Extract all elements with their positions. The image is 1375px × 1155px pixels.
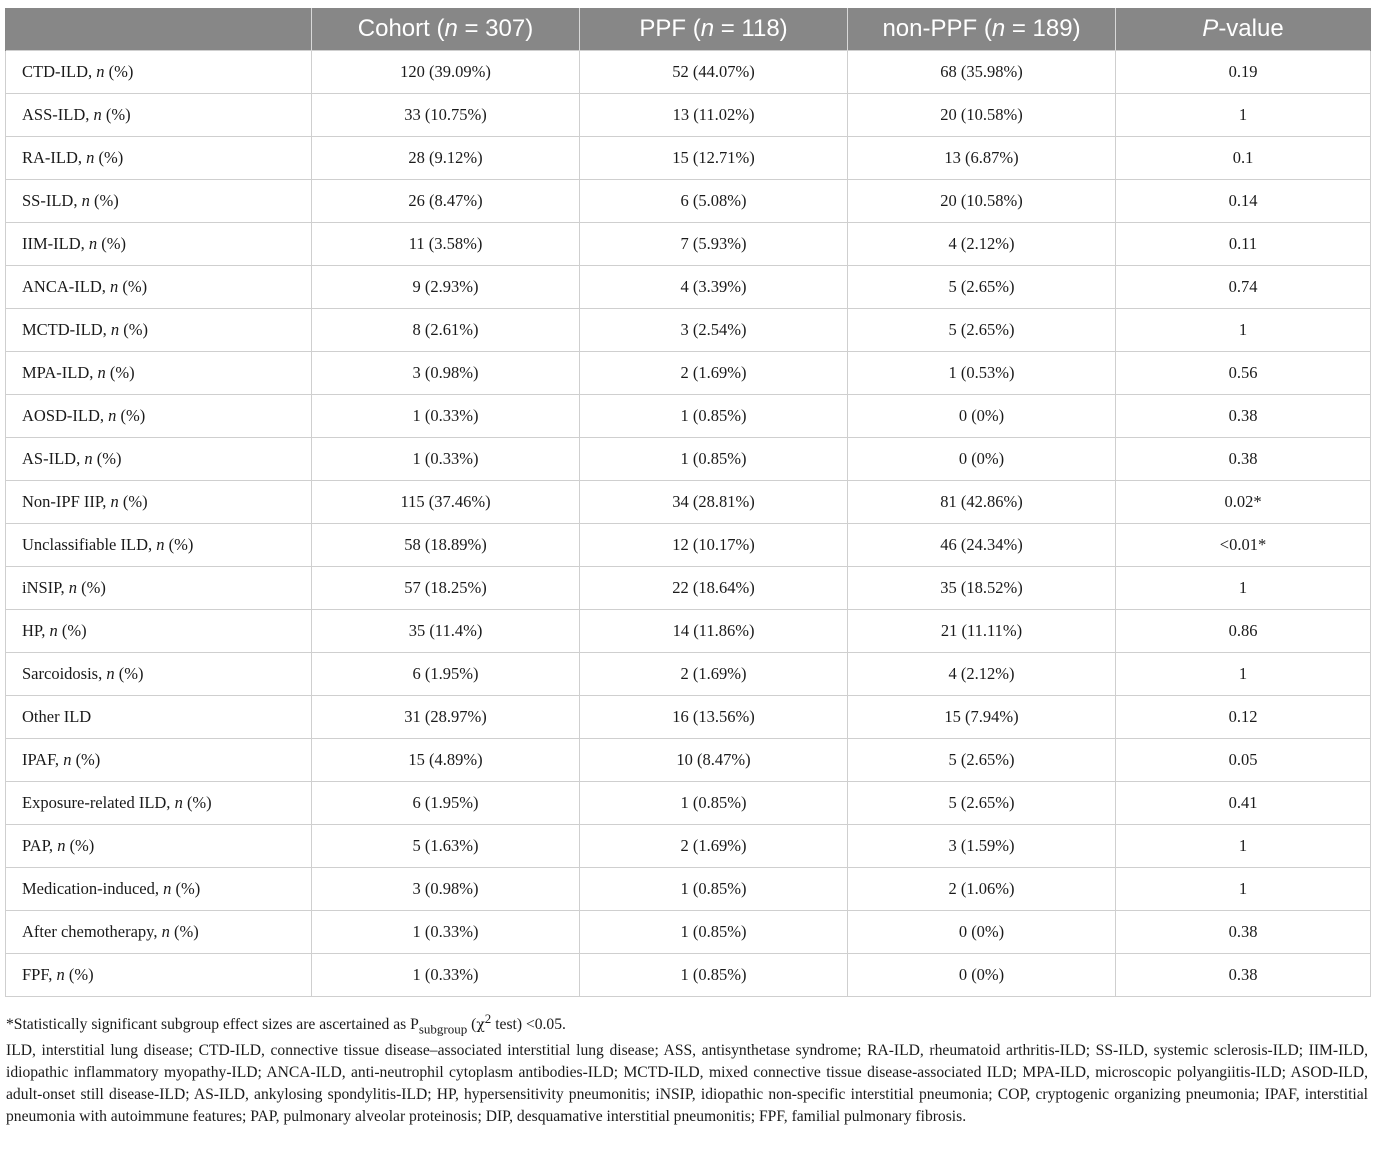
cell-p-value: 0.1 [1116, 137, 1371, 180]
table-row [6, 223, 1371, 266]
significance-note: *Statistically significant subgroup effect sizes are ascertained as $P_{subgroup}$ ($\chi^2$ test) <0.05. [6, 1011, 566, 1037]
table-row [6, 868, 1371, 911]
cell-cohort: 6 (1.95%) [312, 653, 580, 696]
cell-non-ppf: 5 (2.65%) [848, 309, 1116, 352]
cell-non-ppf: 0 (0%) [848, 438, 1116, 481]
row-label: AS-ILD, n (%) [6, 438, 312, 481]
cell-ppf: 1 (0.85%) [580, 395, 848, 438]
cell-ppf: 2 (1.69%) [580, 653, 848, 696]
cell-p-value: <0.01* [1116, 524, 1371, 567]
cell-p-value: 0.12 [1116, 696, 1371, 739]
cell-p-value: 1 [1116, 567, 1371, 610]
cell-p-value: 0.38 [1116, 954, 1371, 997]
cell-cohort: 5 (1.63%) [312, 825, 580, 868]
table-body [6, 51, 1371, 997]
row-label: Sarcoidosis, n (%) [6, 653, 312, 696]
table-row [6, 94, 1371, 137]
table-row [6, 911, 1371, 954]
cell-non-ppf: 2 (1.06%) [848, 868, 1116, 911]
table-row [6, 696, 1371, 739]
row-label: FPF, n (%) [6, 954, 312, 997]
cell-non-ppf: 3 (1.59%) [848, 825, 1116, 868]
cell-cohort: 1 (0.33%) [312, 395, 580, 438]
cell-cohort: 115 (37.46%) [312, 481, 580, 524]
cell-ppf: 22 (18.64%) [580, 567, 848, 610]
cell-cohort: 11 (3.58%) [312, 223, 580, 266]
cell-ppf: 52 (44.07%) [580, 51, 848, 94]
cell-cohort: 1 (0.33%) [312, 954, 580, 997]
cell-ppf: 6 (5.08%) [580, 180, 848, 223]
row-label: Unclassifiable ILD, n (%) [6, 524, 312, 567]
cell-ppf: 2 (1.69%) [580, 825, 848, 868]
cell-cohort: 8 (2.61%) [312, 309, 580, 352]
cell-cohort: 9 (2.93%) [312, 266, 580, 309]
table-row [6, 481, 1371, 524]
table-row [6, 438, 1371, 481]
cell-non-ppf: 1 (0.53%) [848, 352, 1116, 395]
row-label: CTD-ILD, n (%) [6, 51, 312, 94]
cell-ppf: 1 (0.85%) [580, 438, 848, 481]
cell-ppf: 12 (10.17%) [580, 524, 848, 567]
table-footnotes [6, 1008, 1368, 1128]
cell-p-value: 0.38 [1116, 395, 1371, 438]
cell-p-value: 0.05 [1116, 739, 1371, 782]
row-label: AOSD-ILD, n (%) [6, 395, 312, 438]
cell-non-ppf: 46 (24.34%) [848, 524, 1116, 567]
cell-p-value: 0.11 [1116, 223, 1371, 266]
cell-ppf: 15 (12.71%) [580, 137, 848, 180]
cell-p-value: 0.38 [1116, 911, 1371, 954]
cell-cohort: 3 (0.98%) [312, 352, 580, 395]
cell-cohort: 120 (39.09%) [312, 51, 580, 94]
cell-non-ppf: 4 (2.12%) [848, 653, 1116, 696]
cell-ppf: 1 (0.85%) [580, 954, 848, 997]
cell-non-ppf: 35 (18.52%) [848, 567, 1116, 610]
cell-p-value: 0.41 [1116, 782, 1371, 825]
cell-ppf: 1 (0.85%) [580, 868, 848, 911]
cell-ppf: 10 (8.47%) [580, 739, 848, 782]
row-label: MCTD-ILD, n (%) [6, 309, 312, 352]
cell-p-value: 1 [1116, 653, 1371, 696]
table-row [6, 567, 1371, 610]
table-row [6, 610, 1371, 653]
table-header-row [6, 8, 1371, 51]
header-category [6, 8, 312, 51]
cell-non-ppf: 4 (2.12%) [848, 223, 1116, 266]
cell-non-ppf: 0 (0%) [848, 911, 1116, 954]
table-row [6, 739, 1371, 782]
row-label: ANCA-ILD, n (%) [6, 266, 312, 309]
table-row [6, 309, 1371, 352]
cell-p-value: 0.86 [1116, 610, 1371, 653]
cell-cohort: 26 (8.47%) [312, 180, 580, 223]
cell-cohort: 35 (11.4%) [312, 610, 580, 653]
row-label: HP, n (%) [6, 610, 312, 653]
cell-p-value: 1 [1116, 868, 1371, 911]
table-row [6, 395, 1371, 438]
row-label: SS-ILD, n (%) [6, 180, 312, 223]
cell-cohort: 1 (0.33%) [312, 438, 580, 481]
cell-cohort: 6 (1.95%) [312, 782, 580, 825]
cell-p-value: 1 [1116, 94, 1371, 137]
row-label: After chemotherapy, n (%) [6, 911, 312, 954]
row-label: Medication-induced, n (%) [6, 868, 312, 911]
table-row [6, 352, 1371, 395]
cell-non-ppf: 5 (2.65%) [848, 782, 1116, 825]
cell-cohort: 57 (18.25%) [312, 567, 580, 610]
cell-ppf: 13 (11.02%) [580, 94, 848, 137]
cell-cohort: 1 (0.33%) [312, 911, 580, 954]
cell-cohort: 15 (4.89%) [312, 739, 580, 782]
table-row [6, 524, 1371, 567]
table-row [6, 825, 1371, 868]
table-row [6, 954, 1371, 997]
header-cohort: Cohort (n = 307) [312, 8, 580, 51]
cell-p-value: 0.56 [1116, 352, 1371, 395]
cell-ppf: 14 (11.86%) [580, 610, 848, 653]
cell-non-ppf: 81 (42.86%) [848, 481, 1116, 524]
cell-non-ppf: 20 (10.58%) [848, 94, 1116, 137]
cell-p-value: 1 [1116, 825, 1371, 868]
header-non-ppf: non-PPF (n = 189) [848, 8, 1116, 51]
cell-ppf: 1 (0.85%) [580, 911, 848, 954]
row-label: IPAF, n (%) [6, 739, 312, 782]
ild-subtype-table-container [5, 8, 1370, 997]
cell-ppf: 16 (13.56%) [580, 696, 848, 739]
cell-p-value: 0.14 [1116, 180, 1371, 223]
cell-ppf: 3 (2.54%) [580, 309, 848, 352]
row-label: Exposure-related ILD, n (%) [6, 782, 312, 825]
cell-non-ppf: 13 (6.87%) [848, 137, 1116, 180]
cell-ppf: 2 (1.69%) [580, 352, 848, 395]
cell-p-value: 0.02* [1116, 481, 1371, 524]
cell-cohort: 28 (9.12%) [312, 137, 580, 180]
cell-p-value: 0.74 [1116, 266, 1371, 309]
abbreviations-note: ILD, interstitial lung disease; CTD-ILD, connective tissue disease–associated interstitial lung disease; ASS, antisynthetase syndrome; RA-ILD, rheumatoid arthritis-ILD; SS-ILD, systemic sclerosis-ILD; IIM-ILD, idiopathic inflammatory myopathy-ILD; ANCA-ILD, anti-neutrophil cytoplasm antibodies-ILD; MCTD-ILD, mixed connective tissue disease-associated ILD; MPA-ILD, microscopic polyangiitis-ILD; ASOD-ILD, adult-onset still disease-ILD; AS-ILD, ankylosing spondylitis-ILD; HP, hypersensitivity pneumonitis; iNSIP, idiopathic non-specific interstitial pneumonia; COP, cryptogenic organizing pneumonia; IPAF, interstitial pneumonia with autoimmune features; PAP, pulmonary alveolar proteinosis; DIP, desquamative interstitial pneumonitis; FPF, familial pulmonary fibrosis. [6, 1042, 1368, 1126]
table-row [6, 137, 1371, 180]
cell-ppf: 34 (28.81%) [580, 481, 848, 524]
cell-p-value: 0.19 [1116, 51, 1371, 94]
cell-non-ppf: 15 (7.94%) [848, 696, 1116, 739]
cell-ppf: 1 (0.85%) [580, 782, 848, 825]
row-label: IIM-ILD, n (%) [6, 223, 312, 266]
cell-cohort: 31 (28.97%) [312, 696, 580, 739]
cell-ppf: 7 (5.93%) [580, 223, 848, 266]
cell-non-ppf: 21 (11.11%) [848, 610, 1116, 653]
cell-p-value: 1 [1116, 309, 1371, 352]
table-row [6, 180, 1371, 223]
row-label: MPA-ILD, n (%) [6, 352, 312, 395]
cell-cohort: 3 (0.98%) [312, 868, 580, 911]
cell-non-ppf: 0 (0%) [848, 395, 1116, 438]
row-label: ASS-ILD, n (%) [6, 94, 312, 137]
header-p-value: P-value [1116, 8, 1371, 51]
cell-non-ppf: 5 (2.65%) [848, 266, 1116, 309]
header-ppf: PPF (n = 118) [580, 8, 848, 51]
row-label: Other ILD [6, 696, 312, 739]
table-row [6, 653, 1371, 696]
cell-p-value: 0.38 [1116, 438, 1371, 481]
cell-cohort: 33 (10.75%) [312, 94, 580, 137]
cell-non-ppf: 0 (0%) [848, 954, 1116, 997]
ild-subtype-table [5, 8, 1371, 997]
row-label: PAP, n (%) [6, 825, 312, 868]
cell-non-ppf: 20 (10.58%) [848, 180, 1116, 223]
row-label: RA-ILD, n (%) [6, 137, 312, 180]
cell-non-ppf: 5 (2.65%) [848, 739, 1116, 782]
row-label: Non-IPF IIP, n (%) [6, 481, 312, 524]
cell-cohort: 58 (18.89%) [312, 524, 580, 567]
cell-ppf: 4 (3.39%) [580, 266, 848, 309]
table-row [6, 51, 1371, 94]
cell-non-ppf: 68 (35.98%) [848, 51, 1116, 94]
row-label: iNSIP, n (%) [6, 567, 312, 610]
table-row [6, 266, 1371, 309]
table-row [6, 782, 1371, 825]
